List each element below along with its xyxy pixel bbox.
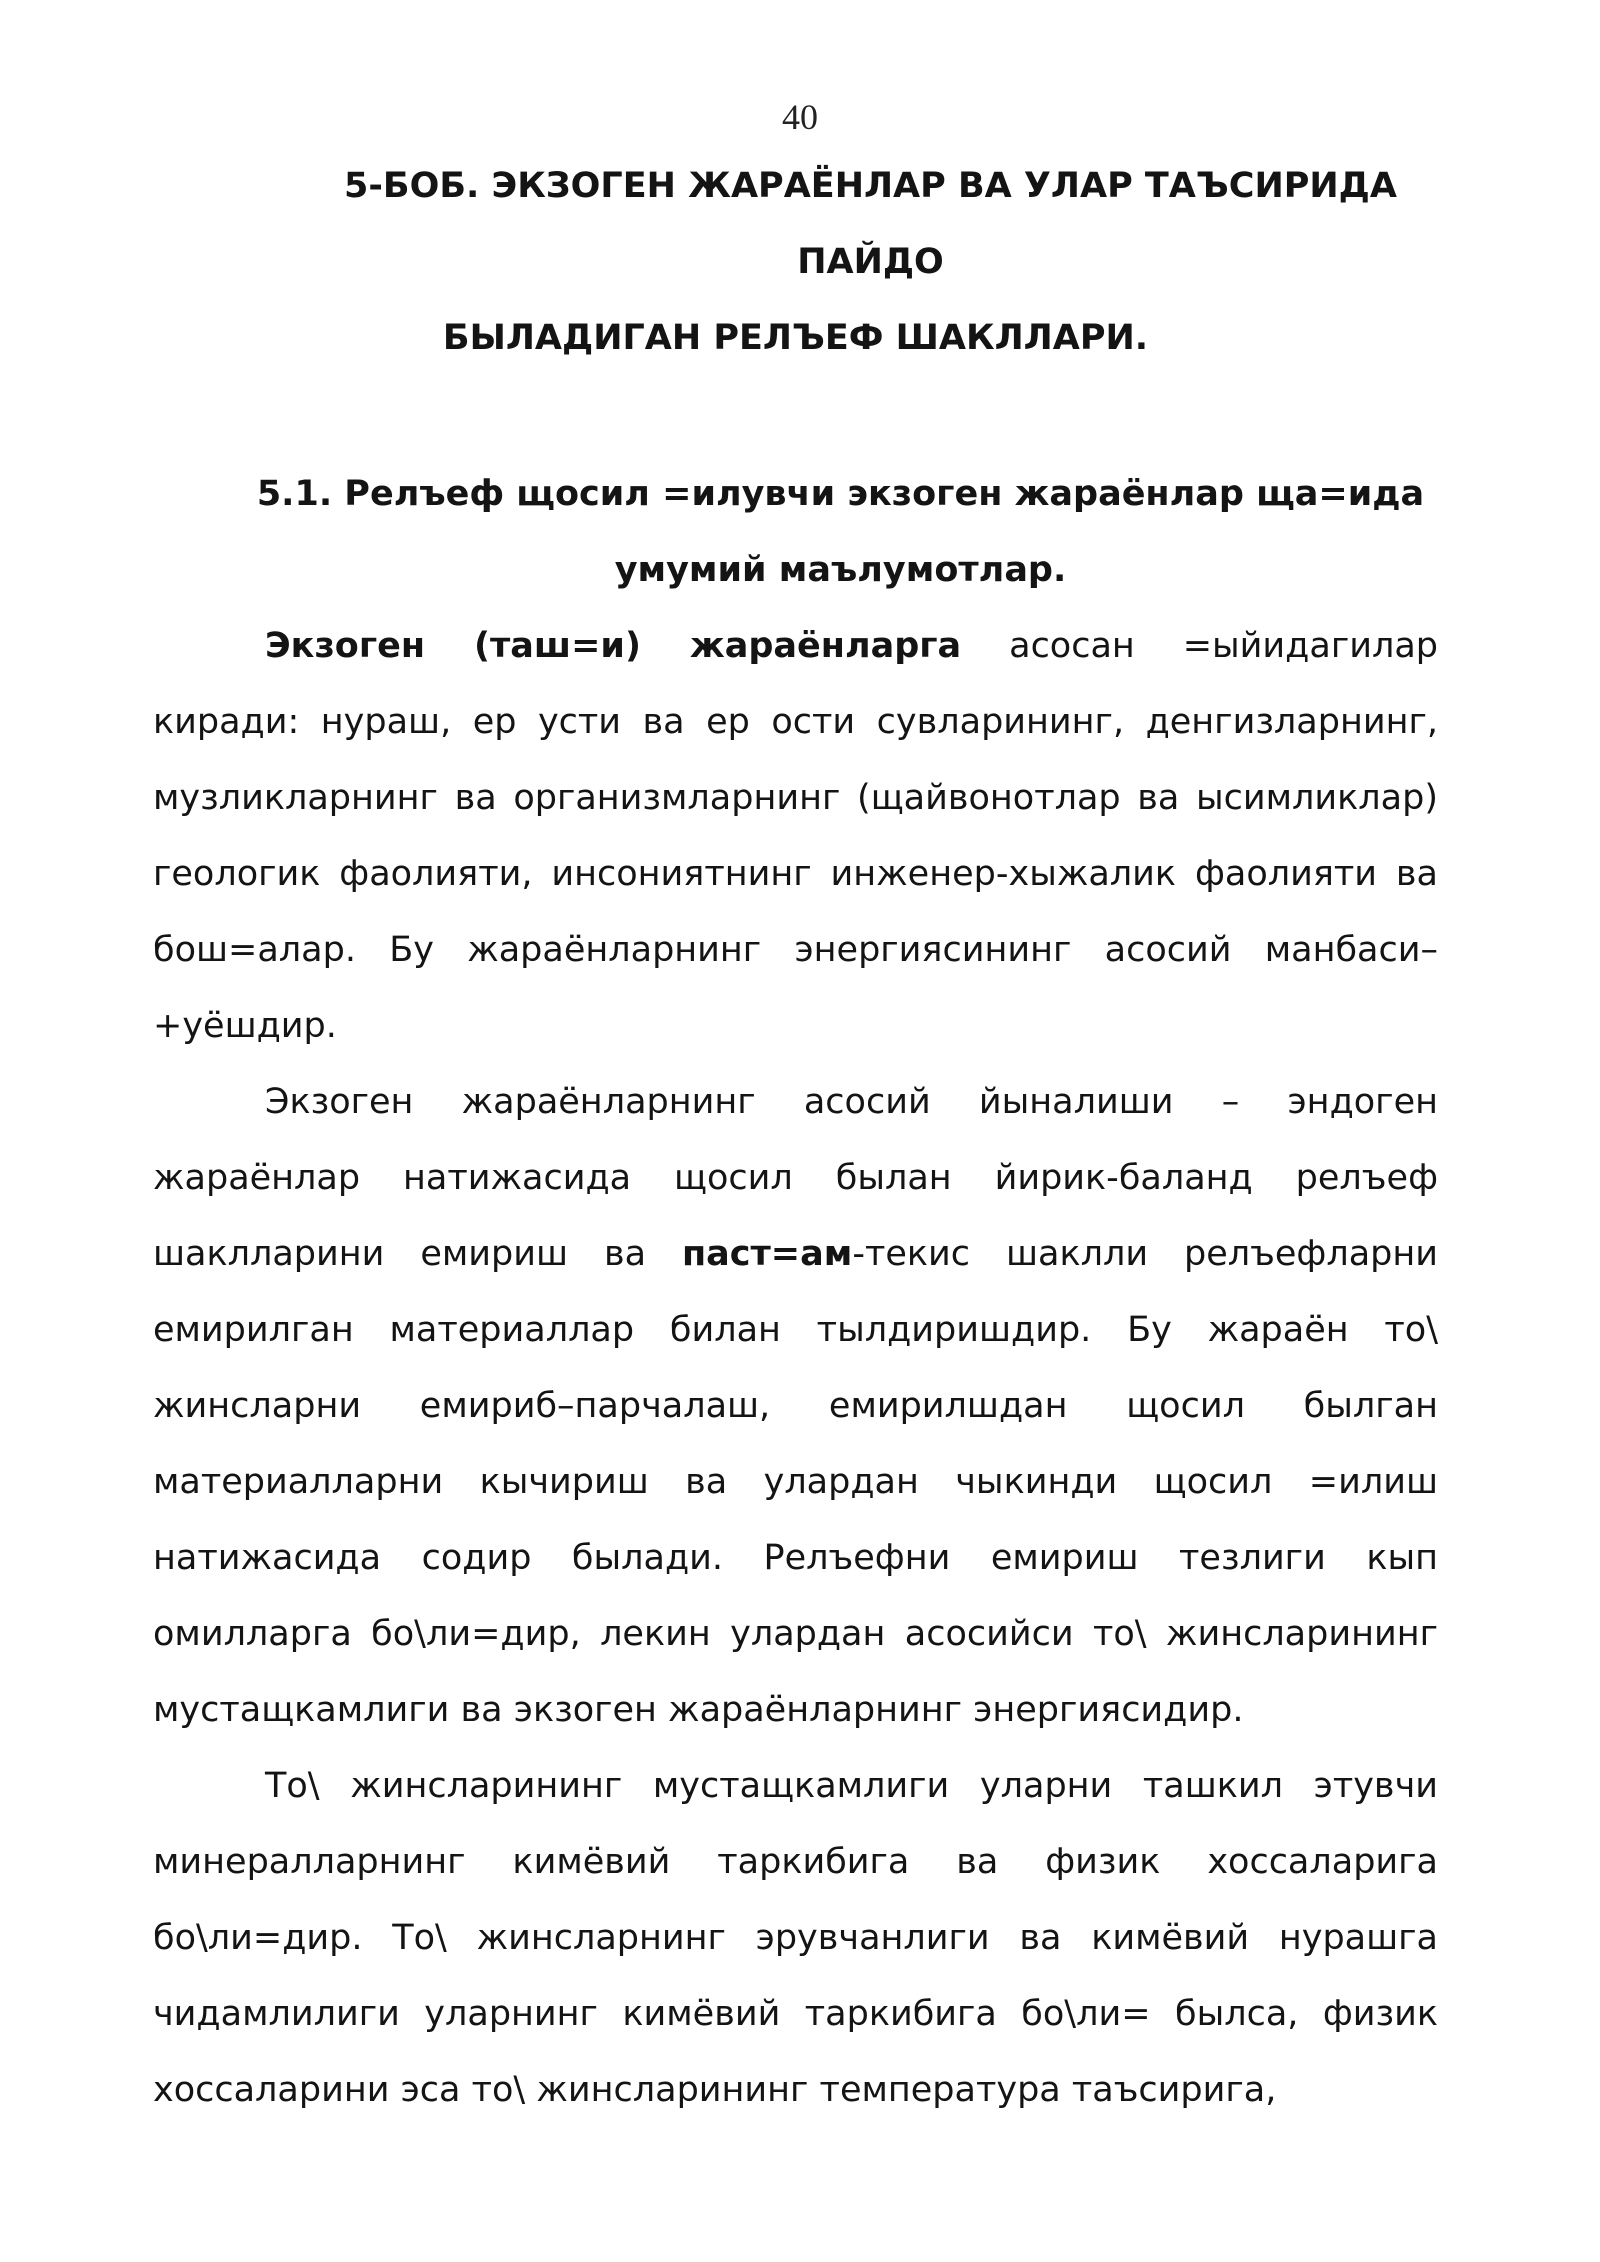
- page-content: [153, 148, 1438, 2128]
- page-number: 40: [782, 97, 818, 137]
- section-title: 5.1. Релъеф щосил =илувчи экзоген жараёнлар ща=ида: [256, 474, 1425, 514]
- spacer: [153, 376, 1438, 456]
- paragraph-text: Экзоген жараёнларнинг асосий йыналиши – эндоген жараёнлар натижасида щосил былан йирик-баланд релъеф шаклларини емириш ва: [153, 1082, 1438, 1274]
- paragraph-3: [153, 1748, 1438, 2128]
- paragraph-text: -текис шаклли релъефларни емирилган материаллар билан тылдиришдир. Бу жараён то\ жинсларни емириб–парчалаш, емирилшдан щосил былган материалларни кычириш ва улардан чыкинди щосил =илиш натижасида содир былади. Релъефни емириш тезлиги кып омилларга бо\ли=дир, лекин улардан асосийси то\ жинсларининг мустащкамлиги ва экзоген жараёнларнинг энергиясидир.: [153, 1234, 1438, 1730]
- chapter-title: 5-БОБ. ЭКЗОГЕН ЖАРАЁНЛАР ВА УЛАР ТАЪСИРИДА ПАЙДО: [344, 166, 1397, 282]
- bold-term: паст=ам: [681, 1234, 853, 1274]
- section-title-continuation: умумий маълумотлар.: [614, 550, 1067, 590]
- bold-term: Экзоген (таш=и) жараёнларга: [265, 626, 962, 666]
- paragraph-1: [153, 608, 1438, 1064]
- paragraph-2: [153, 1064, 1438, 1748]
- chapter-title-continuation: БЫЛАДИГАН РЕЛЪЕФ ШАКЛЛАРИ.: [442, 318, 1149, 358]
- paragraph-text: То\ жинсларининг мустащкамлиги уларни ташкил этувчи минералларнинг кимёвий таркибига ва физик хоссаларига бо\ли=дир. То\ жинсларнинг эрувчанлиги ва кимёвий нурашга чидамлилиги уларнинг кимёвий таркибига бо\ли= былса, физик хоссаларини эса то\ жинсларининг температура таъсирига,: [153, 1766, 1438, 2110]
- paragraph-text: асосан =ыйидагилар киради: нураш, ер усти ва ер ости сувларининг, денгизларнинг, музликларнинг ва организмларнинг (щайвонотлар ва ысимликлар) геологик фаолияти, инсониятнинг инженер-хыжалик фаолияти ва бош=алар. Бу жараёнларнинг энергиясининг асосий манбаси– +уёшдир.: [153, 626, 1438, 1046]
